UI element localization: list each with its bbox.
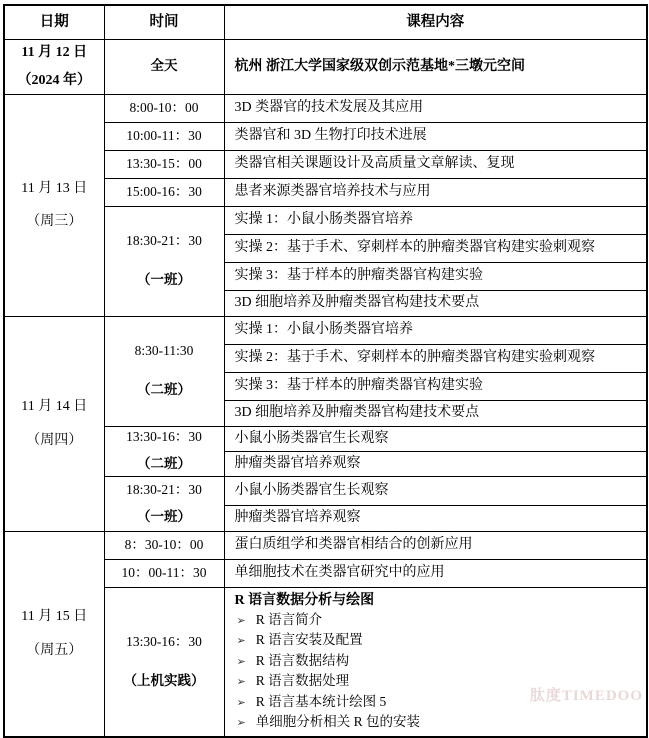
list-item (235, 694, 639, 711)
watermark-text: 肽度TIMEDOO (529, 688, 643, 704)
list-item (235, 612, 639, 629)
class-label: （一班） (137, 508, 191, 524)
date-cell-nov14 (4, 316, 104, 531)
time-text: 13:30-16：30 (126, 429, 202, 445)
class-label: （二班） (137, 456, 191, 471)
time-cell: 15:00-16：30 (104, 178, 224, 206)
date-line2: （周三） (26, 214, 83, 229)
arrow-bullet-icon: ➢ (236, 615, 246, 627)
rlang-topic-list (235, 612, 639, 731)
arrow-bullet-icon: ➢ (236, 716, 246, 729)
class-label: （上机实践） (123, 672, 205, 688)
arrow-bullet-icon: ➢ (236, 635, 246, 648)
content-cell: 单细胞技术在类器官研究中的应用 (224, 559, 647, 587)
time-cell-nov13-evening (104, 206, 224, 316)
date-line1: 11 月 12 日 (21, 45, 88, 60)
date-line2: （2024 年） (17, 72, 91, 88)
time-cell-allday: 全天 (104, 39, 224, 94)
time-text: 13:30-16：30 (126, 634, 202, 649)
content-cell: 实操 2：基于手术、穿刺样本的肿瘤类器官构建实验刺观察 (224, 344, 647, 372)
content-cell: 肿瘤类器官培养观察 (224, 505, 647, 531)
arrow-bullet-icon: ➢ (236, 696, 246, 709)
content-cell: 实操 2：基于手术、穿刺样本的肿瘤类器官构建实验刺观察 (224, 234, 647, 262)
time-cell-nov14-afternoon (104, 426, 224, 476)
row-nov15-s1 (4, 531, 647, 559)
content-cell: 肿瘤类器官培养观察 (224, 451, 647, 476)
date-line1: 11 月 13 日 (21, 180, 88, 196)
content-cell: 蛋白质组学和类器官相结合的创新应用 (224, 531, 647, 559)
header-content: 课程内容 (224, 5, 647, 39)
date-cell-nov12 (4, 39, 104, 94)
list-item-text: R 语言数据处理 (255, 673, 350, 689)
row-nov12 (4, 39, 647, 94)
header-time: 时间 (104, 5, 224, 39)
time-cell-nov15-practice (104, 587, 224, 737)
content-cell: 类器官相关课题设计及高质量文章解读、复现 (224, 150, 647, 178)
date-line1: 11 月 15 日 (21, 609, 88, 625)
list-item-text: 单细胞分析相关 R 包的安装 (255, 713, 420, 729)
class-label: （二班） (137, 382, 191, 397)
list-item (235, 714, 639, 731)
list-item-text: R 语言安装及配置 (255, 632, 363, 648)
content-cell: 实操 1：小鼠小肠类器官培养 (224, 316, 647, 344)
content-cell-rlang (224, 587, 647, 737)
content-cell: 类器官和 3D 生物打印技术进展 (224, 122, 647, 150)
time-text: 18:30-21：30 (126, 233, 202, 249)
time-text: 8:30-11:30 (134, 343, 194, 359)
content-cell: 3D 类器官的技术发展及其应用 (224, 94, 647, 122)
date-cell-nov13 (4, 94, 104, 316)
content-cell: 小鼠小肠类器官生长观察 (224, 476, 647, 505)
content-cell: 3D 细胞培养及肿瘤类器官构建技术要点 (224, 290, 647, 316)
header-date: 日期 (4, 5, 104, 39)
date-line2: （周五） (26, 642, 83, 658)
time-cell-nov14-evening (104, 476, 224, 531)
time-cell: 10：00-11：30 (104, 559, 224, 587)
date-cell-nov15 (4, 531, 104, 737)
date-line1: 11 月 14 日 (21, 399, 88, 414)
content-cell: 实操 3：基于样本的肿瘤类器官构建实验 (224, 372, 647, 400)
time-cell: 8：30-10：00 (104, 531, 224, 559)
time-cell-nov14-morning (104, 316, 224, 426)
list-item (235, 632, 639, 649)
content-cell: 患者来源类器官培养技术与应用 (224, 178, 647, 206)
date-line2: （周四） (26, 432, 83, 448)
arrow-bullet-icon: ➢ (236, 676, 246, 689)
list-item-text: R 语言数据结构 (255, 652, 350, 668)
list-item (235, 673, 639, 690)
class-label: （一班） (137, 272, 191, 287)
row-nov13-s1 (4, 94, 647, 122)
content-cell: 3D 细胞培养及肿瘤类器官构建技术要点 (224, 400, 647, 426)
content-cell: 实操 1：小鼠小肠类器官培养 (224, 206, 647, 234)
table-header-row (4, 5, 647, 39)
list-item-text: R 语言简介 (255, 612, 323, 627)
time-cell: 8:00-10：00 (104, 94, 224, 122)
time-text: 18:30-21：30 (126, 481, 202, 497)
time-cell: 13:30-15：00 (104, 150, 224, 178)
row-nov14-m1 (4, 316, 647, 344)
list-item (235, 653, 639, 670)
arrow-bullet-icon: ➢ (236, 655, 246, 668)
course-schedule-table (3, 4, 648, 738)
content-cell: 实操 3：基于样本的肿瘤类器官构建实验 (224, 262, 647, 290)
rlang-title: R 语言数据分析与绘图 (234, 592, 375, 608)
list-item-text: R 语言基本统计绘图 5 (255, 693, 387, 709)
time-cell: 10:00-11：30 (104, 122, 224, 150)
content-cell: 小鼠小肠类器官生长观察 (224, 426, 647, 451)
content-cell-venue: 杭州 浙江大学国家级双创示范基地*三墩元空间 (224, 39, 647, 94)
